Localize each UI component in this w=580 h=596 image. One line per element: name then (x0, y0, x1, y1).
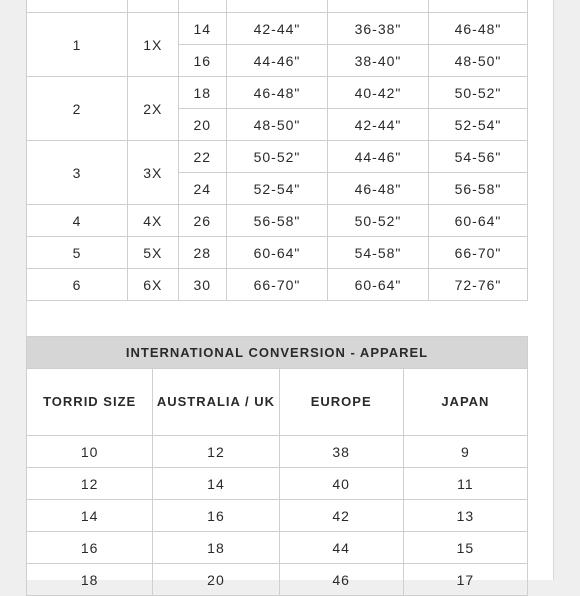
numeric-size-cell: 26 (178, 205, 226, 237)
numeric-size-cell: 20 (178, 109, 226, 141)
bust-cell: 42-44" (226, 13, 327, 45)
europe-cell: 46 (279, 564, 403, 596)
international-conversion-table (26, 336, 528, 596)
japan-cell: 17 (403, 564, 527, 596)
europe-cell: 42 (279, 500, 403, 532)
japan-cell: 9 (403, 436, 527, 468)
japan-cell: 11 (403, 468, 527, 500)
australia-uk-cell: 14 (153, 468, 279, 500)
plus-size-cell: 3X (128, 141, 179, 205)
bust-cell: 44-46" (226, 45, 327, 77)
header-australia-uk: AUSTRALIA / UK (153, 369, 279, 436)
waist-cell: 50-52" (327, 205, 428, 237)
table-row (27, 500, 528, 532)
numeric-size-cell: 30 (178, 269, 226, 301)
torrid-size-cell: 1 (27, 13, 128, 77)
bust-cell: 60-64" (226, 237, 327, 269)
torrid-size-cell: 2 (27, 77, 128, 141)
europe-cell: 38 (279, 436, 403, 468)
hips-cell: 66-70" (429, 237, 528, 269)
australia-uk-cell: 12 (153, 436, 279, 468)
plus-size-cell: 6X (128, 269, 179, 301)
hips-cell: 54-56" (429, 141, 528, 173)
plus-size-cell: 2X (128, 77, 179, 141)
torrid-size-cell: 12 (27, 468, 153, 500)
waist-cell: 38-40" (327, 45, 428, 77)
waist-cell: 40-42" (327, 77, 428, 109)
numeric-size-cell: 18 (178, 77, 226, 109)
waist-cell: 46-48" (327, 173, 428, 205)
table-row (27, 269, 528, 301)
japan-cell: 13 (403, 500, 527, 532)
australia-uk-cell: 18 (153, 532, 279, 564)
torrid-size-cell: 6 (27, 269, 128, 301)
table-row (27, 237, 528, 269)
hips-cell: 46-48" (429, 13, 528, 45)
bust-cell: 50-52" (226, 141, 327, 173)
torrid-size-cell: 5 (27, 237, 128, 269)
numeric-size-cell: 14 (178, 13, 226, 45)
table-row (27, 77, 528, 109)
table-row (27, 532, 528, 564)
hips-cell: 50-52" (429, 77, 528, 109)
waist-cell: 60-64" (327, 269, 428, 301)
australia-uk-cell: 20 (153, 564, 279, 596)
header-japan: JAPAN (403, 369, 527, 436)
table-row (27, 468, 528, 500)
waist-cell: 54-58" (327, 237, 428, 269)
hips-cell: 72-76" (429, 269, 528, 301)
table-row (27, 141, 528, 173)
numeric-size-cell: 22 (178, 141, 226, 173)
torrid-size-cell: 4 (27, 205, 128, 237)
size-chart-table (26, 0, 528, 301)
size-chart-header-row (27, 0, 528, 13)
table-row (27, 13, 528, 45)
torrid-size-cell: 10 (27, 436, 153, 468)
hips-cell: 48-50" (429, 45, 528, 77)
conversion-title: INTERNATIONAL CONVERSION - APPAREL (27, 337, 528, 369)
hips-cell: 60-64" (429, 205, 528, 237)
bust-cell: 46-48" (226, 77, 327, 109)
numeric-size-cell: 24 (178, 173, 226, 205)
header-torrid-size: TORRID SIZE (27, 369, 153, 436)
numeric-size-cell: 16 (178, 45, 226, 77)
australia-uk-cell: 16 (153, 500, 279, 532)
waist-cell: 44-46" (327, 141, 428, 173)
torrid-size-cell: 16 (27, 532, 153, 564)
waist-cell: 42-44" (327, 109, 428, 141)
europe-cell: 40 (279, 468, 403, 500)
hips-cell: 52-54" (429, 109, 528, 141)
torrid-size-cell: 14 (27, 500, 153, 532)
japan-cell: 15 (403, 532, 527, 564)
table-row (27, 205, 528, 237)
plus-size-cell: 1X (128, 13, 179, 77)
bust-cell: 66-70" (226, 269, 327, 301)
table-row (27, 436, 528, 468)
header-europe: EUROPE (279, 369, 403, 436)
torrid-size-cell: 18 (27, 564, 153, 596)
plus-size-cell: 5X (128, 237, 179, 269)
bust-cell: 52-54" (226, 173, 327, 205)
waist-cell: 36-38" (327, 13, 428, 45)
plus-size-cell: 4X (128, 205, 179, 237)
numeric-size-cell: 28 (178, 237, 226, 269)
bust-cell: 56-58" (226, 205, 327, 237)
torrid-size-cell: 3 (27, 141, 128, 205)
bust-cell: 48-50" (226, 109, 327, 141)
europe-cell: 44 (279, 532, 403, 564)
hips-cell: 56-58" (429, 173, 528, 205)
